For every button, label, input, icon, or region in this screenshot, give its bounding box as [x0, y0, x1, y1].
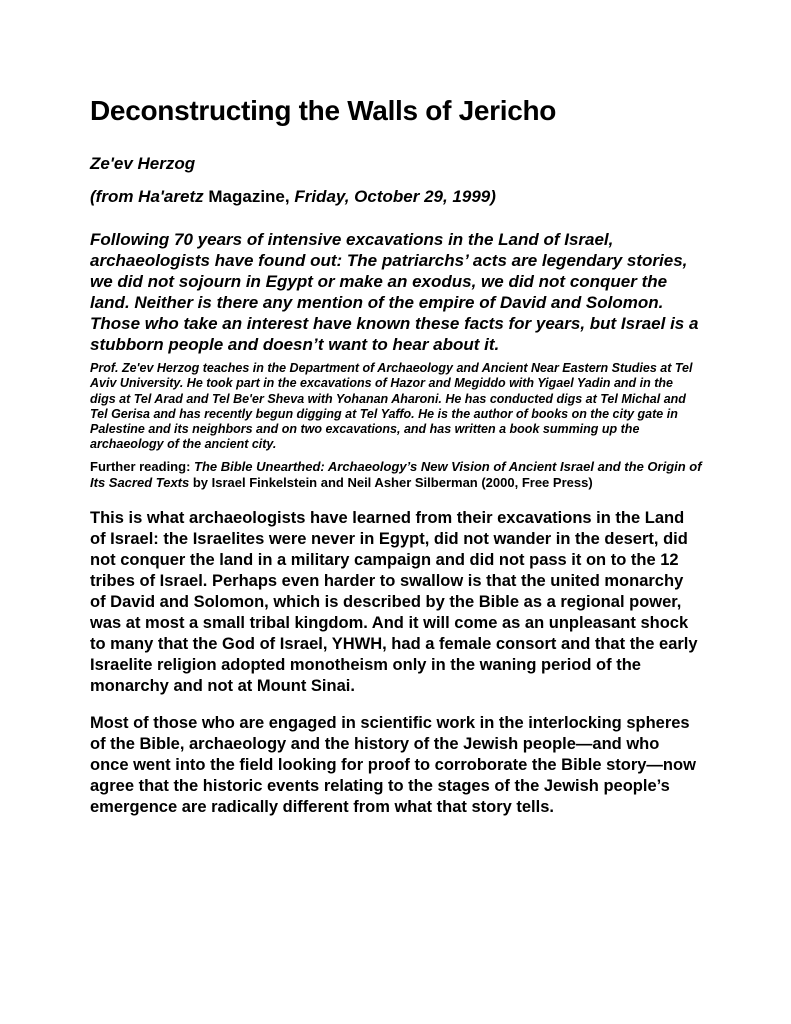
further-reading-label: Further reading: [90, 458, 195, 474]
further-reading-note [90, 459, 702, 491]
body-paragraph-1: This is what archaeologists have learned from their excavations in the Land of Israel: the Israelites were never in Egypt, did not wander in the desert, did not conquer the land in a military campaign and did not pass it on to the 12 tribes of Israel. Perhaps even harder to swallow is that the united monarchy of David and Solomon, which is described by the Bible as a regional power, was at most a small tribal kingdom. And it will come as an unpleasant shock to many that the God of Israel, YHWH, had a female consort and that the early Israelite religion adopted monotheism only in the waning period of the monarchy and not at Mount Sinai. [90, 508, 698, 695]
source-line [90, 186, 702, 207]
source-date: Friday, October 29, 1999) [289, 187, 496, 206]
source-prefix: (from Ha'aretz [90, 187, 209, 206]
author-name: Ze'ev Herzog [90, 154, 196, 173]
lead-paragraph: Following 70 years of intensive excavations in the Land of Israel, archaeologists have found out: The patriarchs’ acts are legendary stories, we did not sojourn in Egypt or make an exodus, we did not conquer the land. Neither is there any mention of the empire of David and Solomon. Those who take an interest have known these facts for years, but Israel is a stubborn people and doesn’t want to hear about it. [90, 230, 699, 354]
article-title: Deconstructing the Walls of Jericho [90, 95, 557, 126]
book-title: The Bible Unearthed: Archaeology’s New Vision of Ancient Israel and the Origin of Its Sacred Texts [90, 458, 702, 490]
author-bio-paragraph: Prof. Ze'ev Herzog teaches in the Department of Archaeology and Ancient Near Eastern Studies at Tel Aviv University. He took part in the excavations of Hazor and Megiddo with Yigael Yadin and in the digs at Tel Arad and Tel Be'er Sheva with Yohanan Aharoni. He has conducted digs at Tel Michal and Tel Gerisa and has recently begun digging at Tel Yaffo. He is the author of books on the city gate in Palestine and its neighbors and on two excavations, and has written a book summing up the archaeology of the ancient city. [90, 361, 693, 452]
further-reading-credit: by Israel Finkelstein and Neil Asher Silberman (2000, Free Press) [189, 474, 593, 490]
body-paragraph-2: Most of those who are engaged in scientific work in the interlocking spheres of the Bible, archaeology and the history of the Jewish people—and who once went into the field looking for proof to corroborate the Bible story—now agree that the historic events relating to the stages of the Jewish people’s emergence are radically different from what that story tells. [90, 713, 696, 816]
source-magazine-word: Magazine, [208, 187, 290, 206]
